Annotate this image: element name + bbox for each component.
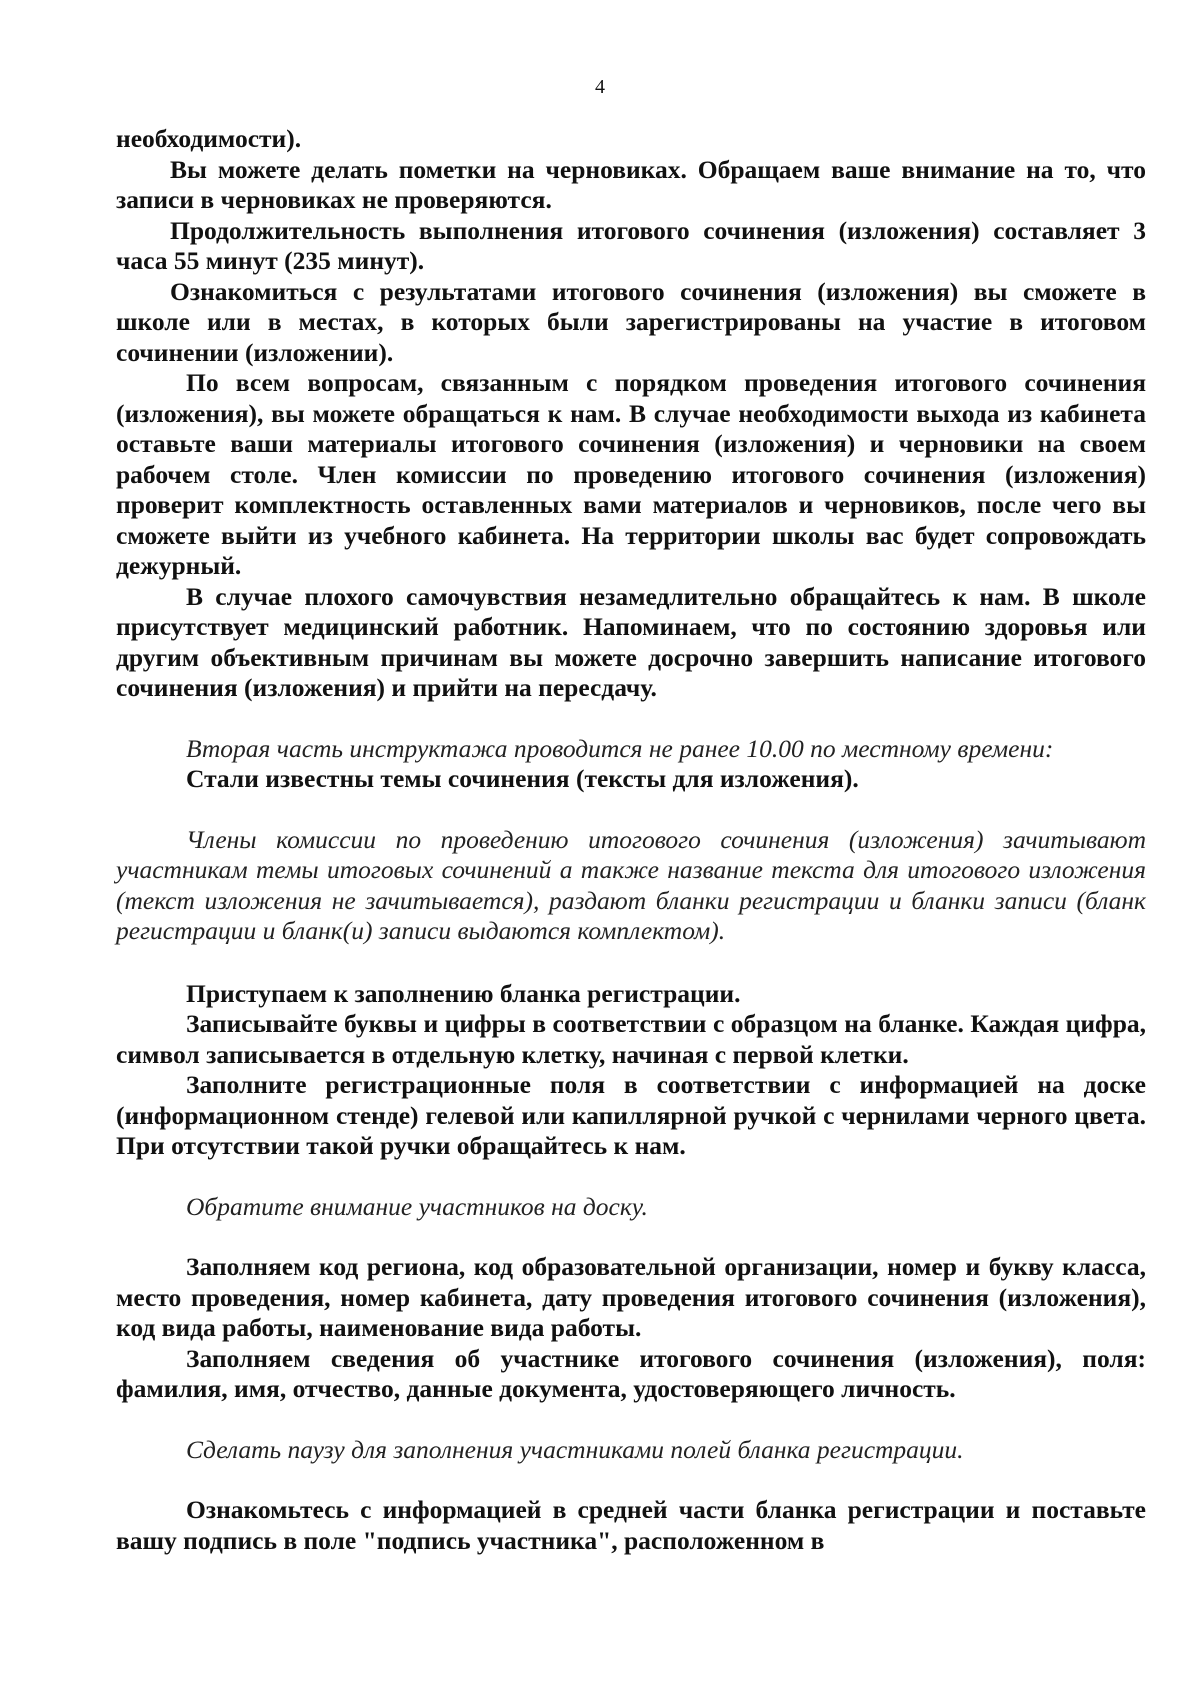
paragraph-duration: Продолжительность выполнения итогового сочинения (изложения) составляет 3 часа 55 минут (235 минут). bbox=[116, 215, 1146, 275]
paragraph-drafts-note: Вы можете делать пометки на черновиках. Обращаем ваше внимание на то, что записи в черновиках не проверяются. bbox=[116, 154, 1146, 214]
spacer bbox=[116, 1222, 1146, 1252]
paragraph-results: Ознакомиться с результатами итогового сочинения (изложения) вы сможете в школе или в местах, в которых были зарегистрированы на участие в итоговом сочинении (изложении). bbox=[116, 276, 1146, 367]
paragraph-continuation: необходимости). bbox=[116, 124, 302, 153]
paragraph-signature: Ознакомьтесь с информацией в средней части бланка регистрации и поставьте вашу подпись в поле "подпись участника", расположенном в bbox=[116, 1495, 1146, 1555]
spacer bbox=[116, 1162, 1146, 1192]
spacer bbox=[116, 795, 1146, 825]
spacer bbox=[116, 947, 1146, 979]
paragraph-write-letters: Записывайте буквы и цифры в соответствии с образцом на бланке. Каждая цифра, символ записывается в отдельную клетку, начиная с первой клетки. bbox=[116, 1009, 1146, 1069]
instruction-second-part: Вторая часть инструктажа проводится не ранее 10.00 по местному времени: bbox=[186, 733, 1054, 763]
page-number: 4 bbox=[595, 76, 605, 98]
paragraph-region-code: Заполняем код региона, код образовательной организации, номер и букву класса, место проведения, номер кабинета, дату проведения итогового сочинения (изложения), код вида работы, наименование вида работы. bbox=[116, 1252, 1146, 1342]
paragraph-start-registration: Приступаем к заполнению бланка регистрации. bbox=[186, 978, 741, 1008]
spacer bbox=[116, 1465, 1146, 1495]
paragraph-fill-fields: Заполните регистрационные поля в соответствии с информацией на доске (информационном стенде) гелевой или капиллярной ручкой с чернилами черного цвета. При отсутствии такой ручки обращайтесь к нам. bbox=[116, 1070, 1146, 1160]
paragraph-questions: По всем вопросам, связанным с порядком проведения итогового сочинения (изложения), вы можете обращаться к нам. В случае необходимости выхода из кабинета оставьте ваши материалы итогового сочинения (изложения) и черновики на своем рабочем столе. Член комиссии по проведению итогового сочинения (изложения) проверит комплектность оставленных вами материалов и черновиков, после чего вы сможете выйти из учебного кабинета. На территории школы вас будет сопровождать дежурный. bbox=[116, 368, 1146, 580]
document-body bbox=[116, 124, 1146, 1556]
paragraph-topics-known: Стали известны темы сочинения (тексты для изложения). bbox=[186, 764, 859, 793]
instruction-pause: Сделать паузу для заполнения участниками полей бланка регистрации. bbox=[186, 1434, 964, 1464]
instruction-board: Обратите внимание участников на доску. bbox=[186, 1191, 648, 1221]
spacer bbox=[116, 1405, 1146, 1435]
spacer bbox=[116, 704, 1146, 734]
paragraph-participant-info: Заполняем сведения об участнике итогового сочинения (изложения), поля: фамилия, имя, отчество, данные документа, удостоверяющего личность. bbox=[116, 1343, 1146, 1403]
instruction-commission-reads: Члены комиссии по проведению итогового сочинения (изложения) зачитывают участникам темы итоговых сочинений а также название текста для итогового изложения (текст изложения не зачитывается), раздают бланки регистрации и бланки записи (бланк регистрации и бланк(и) записи выдаются комплектом). bbox=[116, 824, 1146, 945]
paragraph-health: В случае плохого самочувствия незамедлительно обращайтесь к нам. В школе присутствует медицинский работник. Напоминаем, что по состоянию здоровья или другим объективным причинам вы можете досрочно завершить написание итогового сочинения (изложения) и прийти на пересдачу. bbox=[116, 581, 1146, 702]
